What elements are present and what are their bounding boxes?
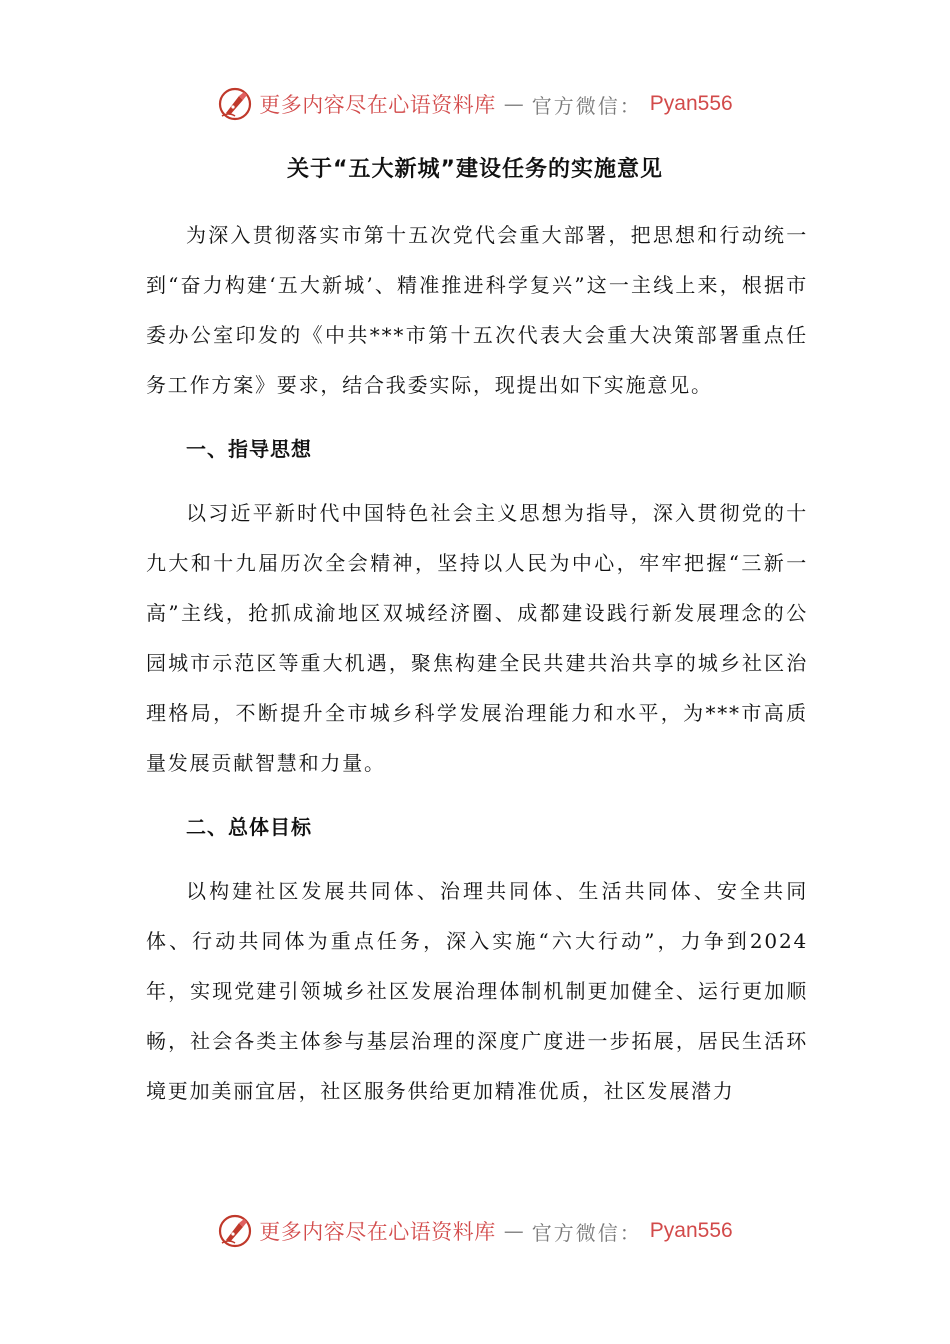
- watermark-wechat-id: Pyan556: [649, 92, 733, 115]
- pen-nib-logo-icon: [217, 1213, 253, 1249]
- watermark-text: 更多内容尽在心语资料库: [259, 1220, 496, 1244]
- section-heading-guiding-ideology: 一、指导思想: [186, 437, 312, 461]
- section-body-guiding-ideology: 以习近平新时代中国特色社会主义思想为指导，深入贯彻党的十九大和十九届历次全会精神，坚持以人民为中心，牢牢把握“三新一高”主线，抢抓成渝地区双城经济圈、成都建设践行新发展理念的公园城市示范区等重大机遇，聚焦构建全民共建共治共享的城乡社区治理格局，不断提升全市城乡科学发展治理能力和水平，为***市高质量发展贡献智慧和力量。: [146, 501, 808, 775]
- section-heading-overall-goal: 二、总体目标: [186, 815, 312, 839]
- pen-nib-logo-icon: [217, 86, 253, 122]
- watermark-wechat-id: Pyan556: [649, 1219, 733, 1242]
- watermark-official: 官方微信：: [531, 1220, 642, 1245]
- watermark-banner-top: [0, 82, 950, 126]
- section-body-overall-goal: 以构建社区发展共同体、治理共同体、生活共同体、安全共同体、行动共同体为重点任务，深入实施“六大行动”，力争到2024年，实现党建引领城乡社区发展治理体制机制更加健全、运行更加顺畅，社会各类主体参与基层治理的深度广度进一步拓展，居民生活环境更加美丽宜居，社区服务供给更加精准优质，社区发展潜力: [146, 879, 808, 1103]
- watermark-banner-bottom: [0, 1209, 950, 1253]
- watermark-dash: —: [503, 92, 524, 116]
- document-title: 关于“五大新城”建设任务的实施意见: [287, 157, 663, 182]
- watermark-official: 官方微信：: [531, 93, 642, 118]
- watermark-text: 更多内容尽在心语资料库: [259, 93, 496, 117]
- intro-paragraph: 为深入贯彻落实市第十五次党代会重大部署，把思想和行动统一到“奋力构建‘五大新城’、精准推进科学复兴”这一主线上来，根据市委办公室印发的《中共***市第十五次代表大会重大决策部署重点任务工作方案》要求，结合我委实际，现提出如下实施意见。: [146, 223, 808, 397]
- watermark-dash: —: [503, 1219, 524, 1243]
- watermark-content: [217, 86, 732, 122]
- watermark-content: [217, 1213, 732, 1249]
- document-body: [146, 210, 808, 1116]
